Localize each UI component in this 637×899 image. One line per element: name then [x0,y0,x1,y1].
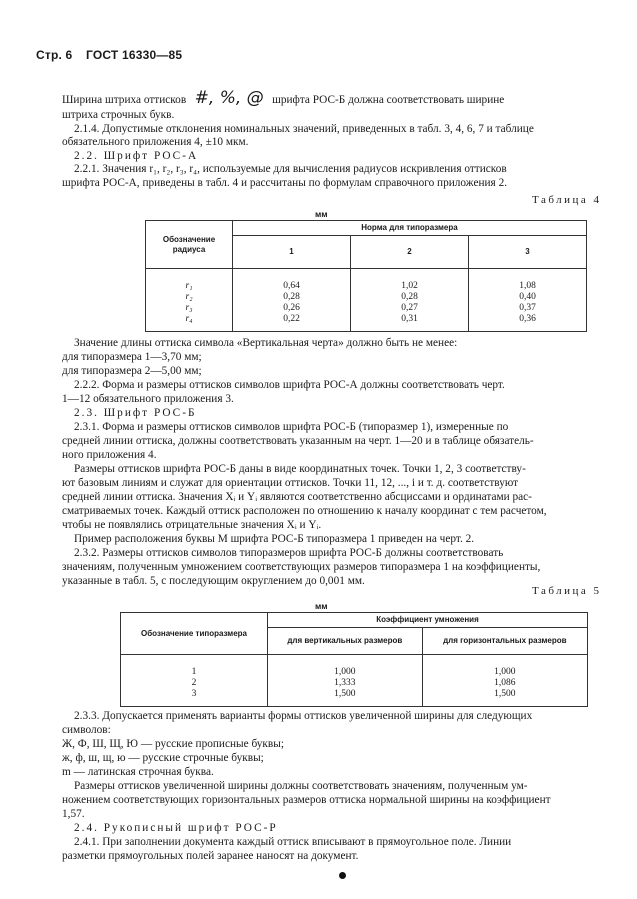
table-header: для горизонтальных размеров [422,628,587,655]
page-number: Стр. 6 [36,48,73,62]
paragraph-line: штриха строчных букв. [62,109,175,121]
paragraph-line: ножением соответствующих горизонтальных размеров оттиска нормальной ширины на коэффициент [62,794,551,806]
paragraph-2-1-4: 2.1.4. Допустимые отклонения номинальных значений, приведенных в табл. 3, 4, 6, 7 и таблице [74,123,534,135]
table-row: r₄ 0,22 0,31 0,36 [146,314,587,332]
paragraph-line: Ж, Ф, Ш, Щ, Ю — русские прописные буквы; [62,738,284,750]
paragraph-coordinates: Размеры оттисков шрифта РОС-Б даны в виде координатных точек. Точки 1, 2, 3 соответству- [74,463,526,475]
heading-2-2: 2.2. Шрифт РОС-А [74,150,199,162]
paragraph-line: средней линии оттиска, должны соответствовать указанным на черт. 1—20 и в таблице обязатель- [62,435,534,447]
table-4 [145,220,587,332]
heading-2-3: 2.3. Шрифт РОС-Б [74,407,197,419]
table-row: 1 1,000 1,000 [121,667,588,678]
paragraph-2-3-1: 2.3.1. Форма и размеры оттисков символов шрифта РОС-Б (типоразмер 1), измеренные по [74,421,509,433]
paragraph-line: ного приложения 4. [62,449,157,461]
paragraph-line: m — латинская строчная буква. [62,766,214,778]
table-header: Обозначение типоразмера [121,613,268,655]
paragraph-line: шрифта РОС-А, приведены в табл. 4 и рассчитаны по формулам справочного приложения 2. [62,177,508,189]
paragraph-line: сматриваемых точек. Каждый оттиск расположен по отношению к началу координат с тем расчетом, [62,505,547,517]
table-header: 3 [469,236,587,269]
page-bullet-mark [339,872,346,879]
table-5-unit: мм [315,601,328,611]
table-5 [120,612,588,707]
symbols-glyphs: #, %, @ [194,88,264,108]
paragraph-line: ют базовым линиям и служат для ориентации оттисков. Точки 11, 12, ..., i и т. д. соответствуют [62,477,519,489]
paragraph-vertical-bar: Значение длины оттиска символа «Вертикальная черта» должно быть не менее: [74,337,458,349]
table-row: r₂ 0,28 0,28 0,40 [146,292,587,303]
table-header: для вертикальных размеров [268,628,423,655]
paragraph-line: ж, ф, ш, щ, ю — русские строчные буквы; [62,752,264,764]
paragraph-line: указанные в табл. 5, с последующим округлением до 0,001 мм. [62,575,365,587]
paragraph-line: 1—12 обязательного приложения 3. [62,393,234,405]
paragraph-line: чтобы не появлялись отрицательные значения Xᵢ и Yᵢ. [62,519,322,531]
paragraph-2-2-1: 2.2.1. Значения r₁, r₂, r₃, r₄, используемые для вычисления радиусов искривления оттисков [74,163,507,175]
table-4-caption: Таблица 4 [532,194,602,206]
table-row: r₁ 0,64 1,02 1,08 [146,281,587,292]
paragraph-2-3-2: 2.3.2. Размеры оттисков символов типоразмеров шрифта РОС-Б должны соответствовать [74,547,504,559]
paragraph-line: обязательного приложения 4, ±10 мкм. [62,136,249,148]
paragraph-example: Пример расположения буквы М шрифта РОС-Б типоразмера 1 приведен на черт. 2. [74,533,475,545]
paragraph-line: значениям, полученным умножением соответствующих размеров типоразмера 1 на коэффициенты, [62,561,541,573]
heading-2-4: 2.4. Рукописный шрифт РОС-Р [74,822,278,834]
table-header: 1 [233,236,351,269]
paragraph-2-4-1: 2.4.1. При заполнении документа каждый оттиск вписывают в прямоугольное поле. Линии [74,836,512,848]
paragraph-line: средней линии оттиска. Значения Xᵢ и Yᵢ являются соответственно абсциссами и ординатами рас- [62,491,532,503]
text-fragment: шрифта РОС-Б должна соответствовать ширине [272,94,505,106]
paragraph-line: для типоразмера 2—5,00 мм; [62,365,202,377]
paragraph-line: для типоразмера 1—3,70 мм; [62,351,202,363]
page-header [36,49,182,62]
paragraph-line: разметки прямоугольных полей заранее наносят на документ. [62,850,359,862]
paragraph-line: 1,57. [62,808,85,820]
table-header: 2 [351,236,469,269]
table-group-header: Норма для типоразмера [233,221,587,236]
table-row: 3 1,500 1,500 [121,689,588,707]
table-row: 2 1,333 1,086 [121,678,588,689]
paragraph-line: символов: [62,724,111,736]
table-group-header: Коэффициент умножения [268,613,588,628]
paragraph-wide-glyphs: Размеры оттисков увеличенной ширины должны соответствовать значениям, полученным ум- [74,780,528,792]
gost-number: ГОСТ 16330—85 [85,48,183,62]
table-row: r₃ 0,26 0,27 0,37 [146,303,587,314]
paragraph-2-2-2: 2.2.2. Форма и размеры оттисков символов шрифта РОС-А должны соответствовать черт. [74,379,505,391]
table-4-unit: мм [315,209,328,219]
table-5-caption: Таблица 5 [532,585,602,597]
text-fragment: Ширина штриха оттисков [62,94,187,106]
table-header: Обозначение радиуса [146,221,233,269]
paragraph-stroke-width [62,88,610,108]
paragraph-2-3-3: 2.3.3. Допускается применять варианты формы оттисков увеличенной ширины для следующих [74,710,533,722]
